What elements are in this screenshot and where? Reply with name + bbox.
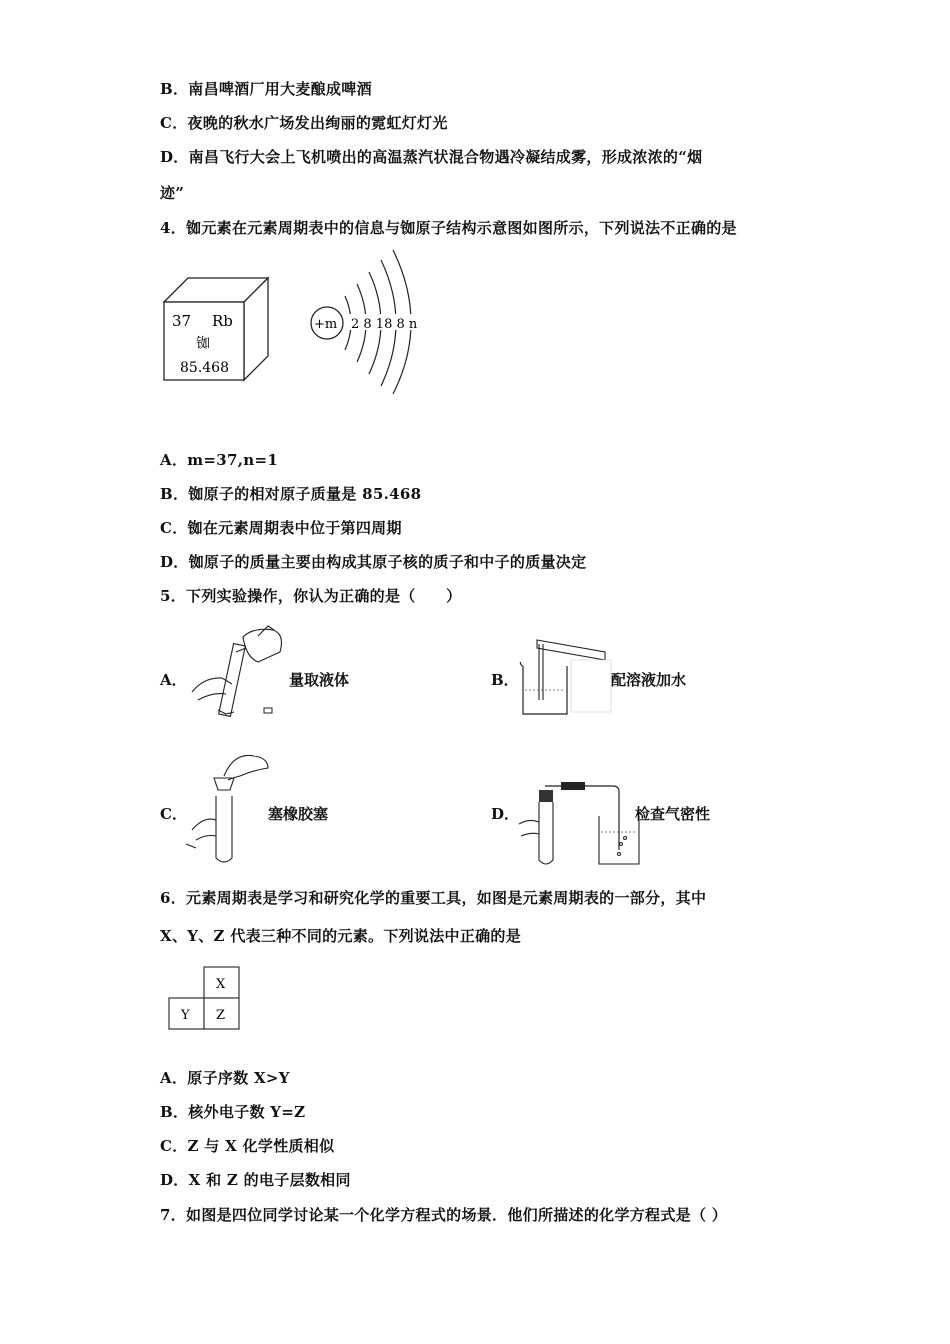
periodic-table-fragment <box>168 966 242 1032</box>
element-card-figure <box>160 276 272 382</box>
q3-option-d-cont: 迹” <box>160 184 185 202</box>
atom-structure-diagram <box>305 246 440 396</box>
q6-option-a: A．原子序数 X>Y <box>160 1069 290 1087</box>
q5-stem: 5．下列实验操作，你认为正确的是（ ） <box>160 587 462 605</box>
q6-stem-line2: X、Y、Z 代表三种不同的元素。下列说法中正确的是 <box>160 927 522 945</box>
nucleus-label: +m <box>314 317 338 332</box>
q3-option-d: D．南昌飞行大会上飞机喷出的高温蒸汽状混合物遇冷凝结成雾，形成浓浓的“烟 <box>160 148 703 166</box>
q6-stem-line1: 6．元素周期表是学习和研究化学的重要工具，如图是元素周期表的一部分，其中 <box>160 889 707 907</box>
q5-option-a-caption: 量取液体 <box>289 671 350 689</box>
cell-x: X <box>216 977 226 992</box>
element-symbol: Rb <box>212 312 233 330</box>
cell-y: Y <box>181 1008 190 1023</box>
q5-option-a-letter: A． <box>160 671 187 689</box>
element-number: 37 <box>172 312 192 330</box>
q3-option-c: C．夜晚的秋水广场发出绚丽的霓虹灯灯光 <box>160 114 448 132</box>
q5-option-b-caption: 配溶液加水 <box>611 671 687 689</box>
diluting-solution-figure <box>515 630 613 718</box>
cell-z: Z <box>216 1008 226 1023</box>
q5-option-b-letter: B． <box>491 671 519 689</box>
element-name: 铷 <box>196 336 210 352</box>
q4-option-d: D．铷原子的质量主要由构成其原子核的质子和中子的质量决定 <box>160 553 587 571</box>
q7-stem: 7．如图是四位同学讨论某一个化学方程式的场景．他们所描述的化学方程式是（ ） <box>160 1206 728 1224</box>
q5-option-d-letter: D． <box>491 805 520 823</box>
element-mass: 85.468 <box>180 360 229 376</box>
q6-option-c: C．Z 与 X 化学性质相似 <box>160 1137 335 1155</box>
inserting-stopper-figure <box>184 748 274 866</box>
q4-option-b: B．铷原子的相对原子质量是 85.468 <box>160 485 422 503</box>
q4-option-c: C．铷在元素周期表中位于第四周期 <box>160 519 402 537</box>
measuring-liquid-figure <box>188 622 290 720</box>
q6-option-d: D．X 和 Z 的电子层数相同 <box>160 1171 351 1189</box>
q4-stem: 4．铷元素在元素周期表中的信息与铷原子结构示意图如图所示，下列说法不正确的是 <box>160 219 737 237</box>
q6-option-b: B．核外电子数 Y=Z <box>160 1103 306 1121</box>
q4-option-a: A．m=37,n=1 <box>160 451 279 469</box>
q5-option-c-caption: 塞橡胶塞 <box>268 805 329 823</box>
q5-option-c-letter: C． <box>160 805 187 823</box>
airtightness-check-figure <box>515 780 645 868</box>
q3-option-b: B．南昌啤酒厂用大麦酿成啤酒 <box>160 80 372 98</box>
q5-option-d-caption: 检查气密性 <box>635 805 711 823</box>
electron-shells: 2 8 18 8 n <box>351 317 418 332</box>
